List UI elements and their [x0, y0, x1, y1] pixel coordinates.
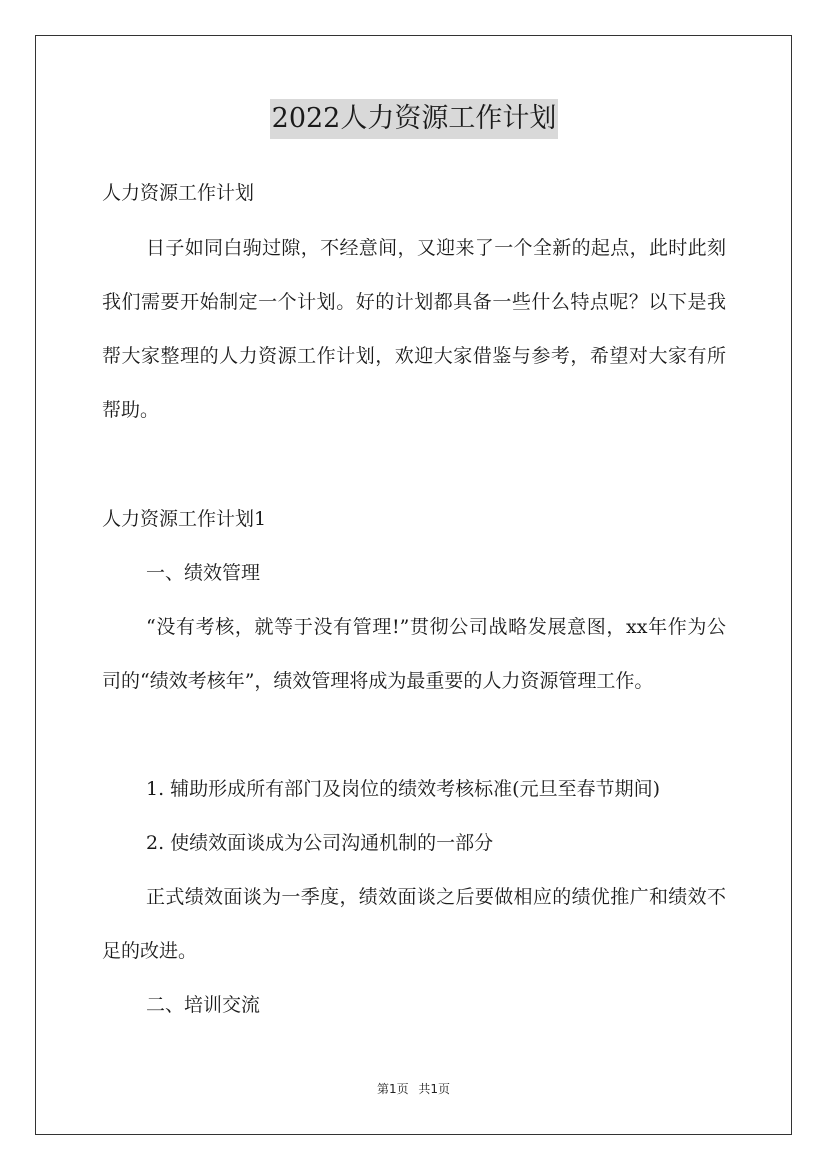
- page-total: 共1页: [418, 1082, 451, 1096]
- document-title: 2022人力资源工作计划: [270, 99, 559, 139]
- page-number: 第1页: [376, 1082, 409, 1096]
- list-item-1: 1. 辅助形成所有部门及岗位的绩效考核标准(元旦至春节期间): [146, 778, 660, 800]
- part1-paragraph: “没有考核，就等于没有管理!”贯彻公司战略发展意图，xx年作为公司的“绩效考核年”，绩效管理将成为最重要的人力资源管理工作。: [102, 616, 726, 692]
- section-heading-1: 人力资源工作计划1: [102, 508, 267, 530]
- list-item-2: 2. 使绩效面谈成为公司沟通机制的一部分: [146, 832, 494, 854]
- part2-heading: 二、培训交流: [146, 994, 261, 1016]
- intro-paragraph: 日子如同白驹过隙，不经意间，又迎来了一个全新的起点，此时此刻我们需要开始制定一个计划。好的计划都具备一些什么特点呢？以下是我帮大家整理的人力资源工作计划，欢迎大家借鉴与参考，希望对大家有所帮助。: [102, 237, 726, 421]
- page-footer: [0, 1080, 827, 1097]
- item2-paragraph: 正式绩效面谈为一季度，绩效面谈之后要做相应的绩优推广和绩效不足的改进。: [102, 886, 726, 962]
- subtitle: 人力资源工作计划: [102, 182, 255, 204]
- part1-heading: 一、绩效管理: [146, 562, 261, 584]
- title-wrap: [102, 99, 726, 139]
